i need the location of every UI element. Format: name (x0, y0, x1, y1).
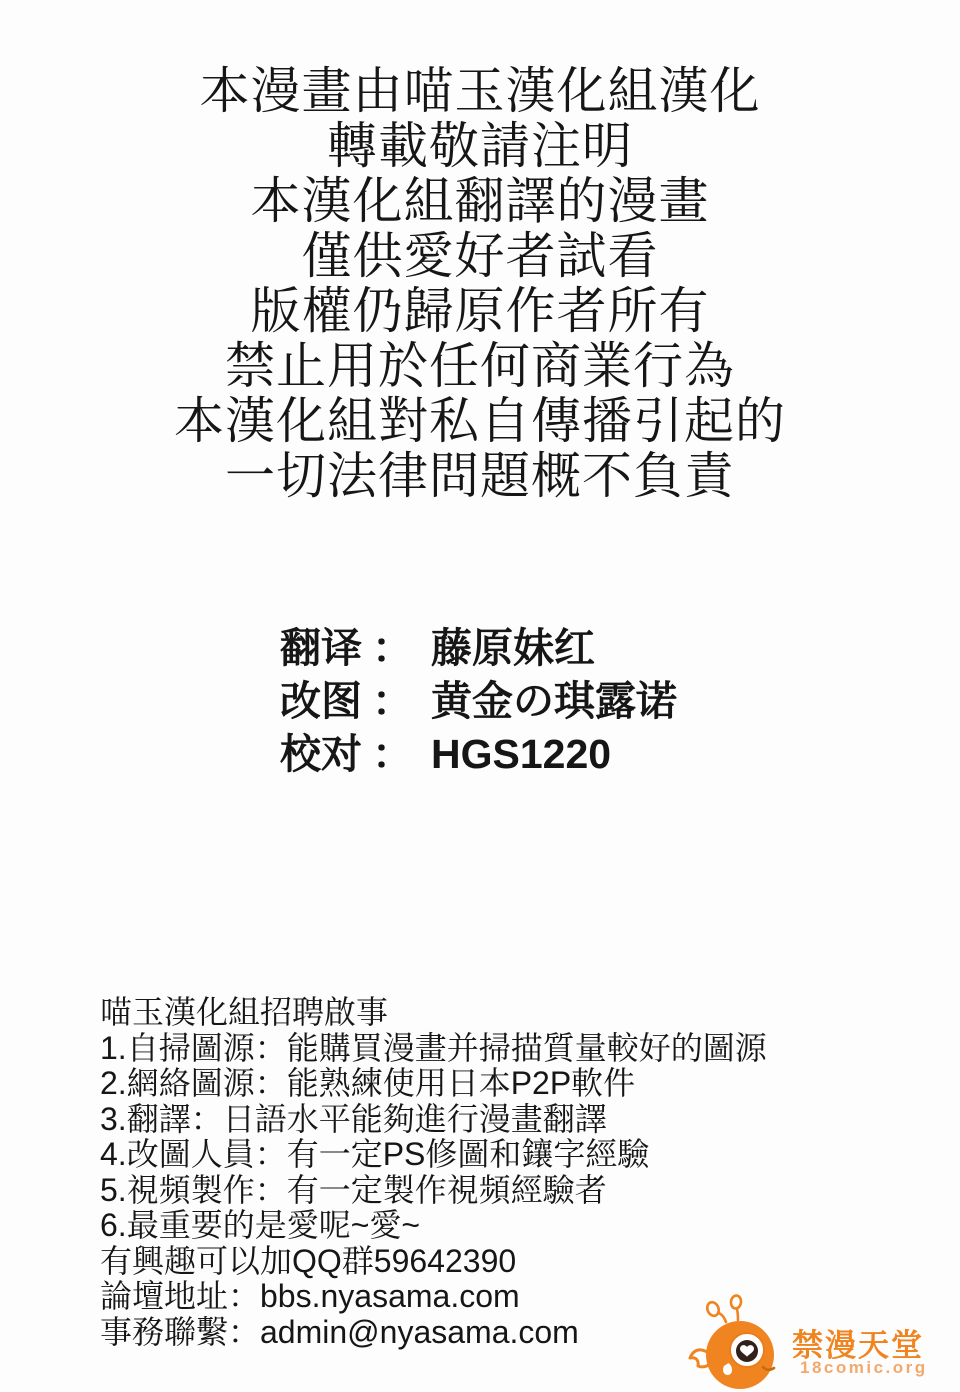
recruitment-line: 4.改圖人員：有一定PS修圖和鑲字經驗 (100, 1136, 650, 1172)
recruitment-line: 5.視頻製作：有一定製作視頻經驗者 (100, 1171, 607, 1208)
notice-line: 版權仍歸原作者所有 (250, 283, 710, 339)
recruitment-line: 6.最重要的是愛呢~愛~ (100, 1207, 421, 1243)
recruitment-title: 喵玉漢化組招聘啟事 (100, 994, 389, 1030)
credit-role: 校对 (280, 731, 362, 777)
credit-person: 黄金の琪露诺 (431, 678, 677, 724)
notice-line: 本漢化組翻譯的漫畫 (250, 173, 710, 229)
recruitment-line: 有興趣可以加QQ群59642390 (100, 1242, 517, 1279)
credit-colon: ： (372, 625, 413, 671)
site-watermark (688, 1294, 956, 1392)
notice-line: 本漢化組對私自傳播引起的 (174, 393, 786, 449)
site-url: 18comic.org (800, 1358, 928, 1377)
recruitment-line: 3.翻譯：日語水平能夠進行漫畫翻譯 (100, 1100, 607, 1137)
credit-colon: ： (372, 678, 413, 724)
credit-row-proofreader (280, 728, 677, 781)
credit-role: 翻译 (280, 625, 362, 671)
recruitment-line: 2.網絡圖源：能熟練使用日本P2P軟件 (100, 1065, 636, 1101)
recruitment-line: 1.自掃圖源：能購買漫畫并掃描質量較好的圖源 (100, 1029, 767, 1066)
recruitment-line: 論壇地址：bbs.nyasama.com (100, 1278, 520, 1314)
recruitment-line: 事務聯繫：admin@nyasama.com (100, 1313, 579, 1350)
notice-line: 僅供愛好者試看 (301, 228, 659, 284)
whale-mascot-icon (688, 1294, 792, 1392)
credit-person: HGS1220 (431, 731, 612, 777)
credit-person: 藤原妹红 (431, 625, 595, 671)
notice-line: 一切法律問題概不負責 (225, 448, 735, 504)
credit-row-translator (280, 622, 677, 675)
credit-row-editor (280, 675, 677, 728)
brand-name: 禁漫天堂 (792, 1328, 924, 1363)
staff-credits-block (280, 622, 677, 781)
recruitment-block (100, 995, 767, 1350)
notice-line: 本漫畫由喵玉漢化組漢化 (199, 63, 761, 119)
credit-colon: ： (372, 731, 413, 777)
notice-block (0, 64, 960, 504)
credit-role: 改图 (280, 678, 362, 724)
notice-line: 禁止用於任何商業行為 (225, 338, 735, 394)
notice-line: 轉載敬請注明 (327, 118, 633, 174)
